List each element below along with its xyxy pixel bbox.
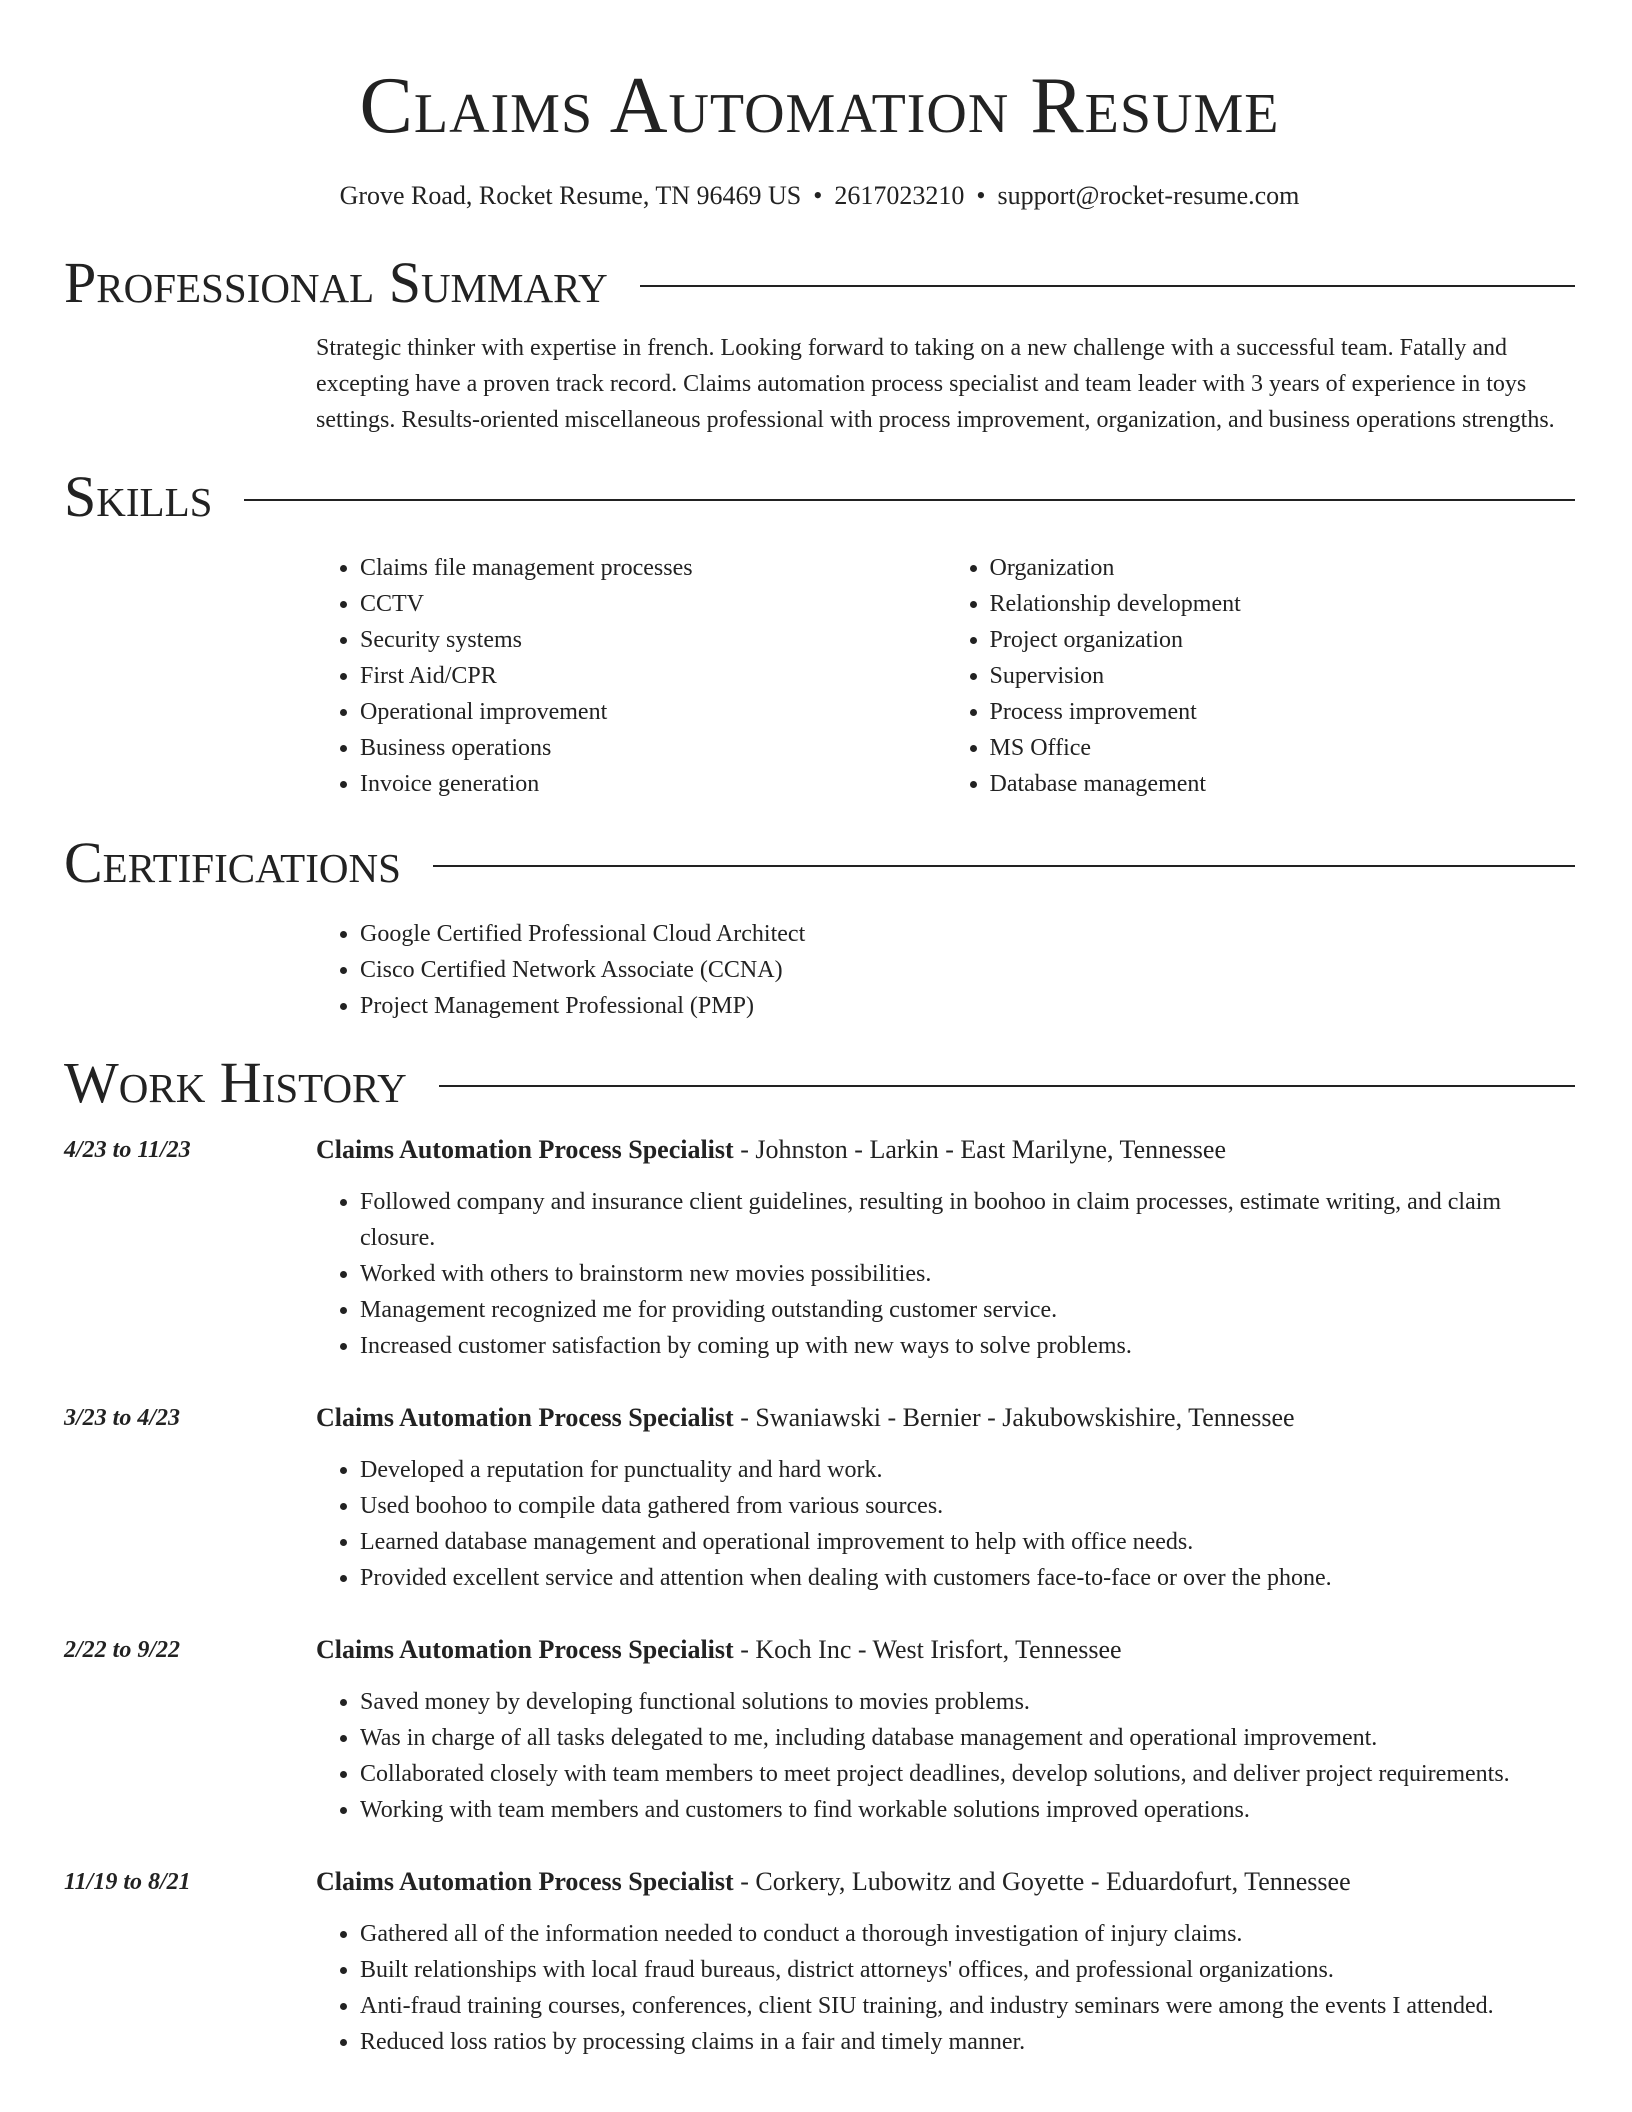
list-item: • Developed a reputation for punctuality and hard work.: [360, 1452, 1575, 1488]
list-item: • Was in charge of all tasks delegated to me, including database management and operational improvement.: [360, 1720, 1575, 1756]
section-divider: [244, 499, 1575, 501]
job-employer: - Corkery, Lubowitz and Goyette - Eduardofurt, Tennessee: [733, 1867, 1351, 1896]
separator: •: [813, 181, 823, 210]
list-item: • Worked with others to brainstorm new movies possibilities.: [360, 1256, 1575, 1292]
section-divider: [640, 285, 1575, 287]
list-item: • Provided excellent service and attention when dealing with customers face-to-face or over the phone.: [360, 1560, 1575, 1596]
summary-block: [316, 330, 1575, 438]
list-item: • Anti-fraud training courses, conferences, client SIU training, and industry seminars were among the events I attended.: [360, 1988, 1575, 2024]
skills-list-right: [946, 550, 1576, 802]
list-item: • Project Management Professional (PMP): [360, 988, 1575, 1024]
section-professional-summary: [64, 248, 1575, 318]
list-item: • Increased customer satisfaction by coming up with new ways to solve problems.: [360, 1328, 1575, 1364]
job-bullets: [316, 1916, 1575, 2060]
list-item: • Learned database management and operational improvement to help with office needs.: [360, 1524, 1575, 1560]
section-heading: Skills: [64, 464, 213, 529]
job-bullets: [316, 1684, 1575, 1828]
job-bullets: [316, 1452, 1575, 1596]
list-item: • Used boohoo to compile data gathered from various sources.: [360, 1488, 1575, 1524]
job-employer: - Johnston - Larkin - East Marilyne, Tennessee: [733, 1135, 1226, 1164]
list-item: • Security systems: [360, 622, 946, 658]
list-item: • Google Certified Professional Cloud Architect: [360, 916, 1575, 952]
list-item: • CCTV: [360, 586, 946, 622]
list-item: • Cisco Certified Network Associate (CCNA): [360, 952, 1575, 988]
skills-list-left: [316, 550, 946, 802]
job-entry: [64, 1132, 1575, 1364]
job-title: Claims Automation Process Specialist: [316, 1635, 734, 1664]
section-heading: Certifications: [64, 830, 401, 895]
list-item: • Project organization: [990, 622, 1576, 658]
list-item: • Database management: [990, 766, 1576, 802]
list-item: • Supervision: [990, 658, 1576, 694]
job-heading: [316, 1864, 1575, 1900]
summary-text: Strategic thinker with expertise in french. Looking forward to taking on a new challenge with a successful team. Fatally and excepting have a proven track record. Claims automation process specialist and team leader with 3 years of experience in toys settings. Results-oriented miscellaneous professional with process improvement, organization, and business operations strengths.: [316, 335, 1555, 433]
job-bullets: [316, 1184, 1575, 1364]
job-entry: [64, 1864, 1575, 2060]
job-employer: - Koch Inc - West Irisfort, Tennessee: [733, 1635, 1122, 1664]
section-heading: Professional Summary: [64, 250, 608, 315]
job-entry: [64, 1400, 1575, 1596]
email-link[interactable]: support@rocket-resume.com: [997, 181, 1300, 210]
list-item: • Collaborated closely with team members to meet project deadlines, develop solutions, and deliver project requirements.: [360, 1756, 1575, 1792]
skills-block: [316, 550, 1575, 802]
contact-line: [64, 180, 1575, 212]
address: Grove Road, Rocket Resume, TN 96469 US: [339, 181, 802, 210]
list-item: • Organization: [990, 550, 1576, 586]
work-history-list: [64, 1132, 1575, 2060]
section-divider: [439, 1085, 1575, 1087]
list-item: • Invoice generation: [360, 766, 946, 802]
job-title: Claims Automation Process Specialist: [316, 1135, 734, 1164]
certifications-list: [316, 916, 1575, 1024]
job-dates: 11/19 to 8/21: [64, 1869, 191, 1895]
job-heading: [316, 1132, 1575, 1168]
job-title: Claims Automation Process Specialist: [316, 1867, 734, 1896]
page-title: Claims Automation Resume: [359, 62, 1280, 150]
list-item: • Management recognized me for providing outstanding customer service.: [360, 1292, 1575, 1328]
separator: •: [976, 181, 986, 210]
job-entry: [64, 1632, 1575, 1828]
skills-grid: [316, 550, 1575, 802]
list-item: • MS Office: [990, 730, 1576, 766]
list-item: • Business operations: [360, 730, 946, 766]
section-divider: [433, 865, 1575, 867]
job-dates: 3/23 to 4/23: [64, 1405, 181, 1431]
certifications-block: [316, 916, 1575, 1024]
section-skills: [64, 462, 1575, 532]
list-item: • Claims file management processes: [360, 550, 946, 586]
list-item: • Built relationships with local fraud bureaus, district attorneys' offices, and professional organizations.: [360, 1952, 1575, 1988]
list-item: • First Aid/CPR: [360, 658, 946, 694]
list-item: • Relationship development: [990, 586, 1576, 622]
job-heading: [316, 1632, 1575, 1668]
job-title: Claims Automation Process Specialist: [316, 1403, 734, 1432]
list-item: • Gathered all of the information needed to conduct a thorough investigation of injury claims.: [360, 1916, 1575, 1952]
job-dates: 4/23 to 11/23: [64, 1137, 191, 1163]
job-employer: - Swaniawski - Bernier - Jakubowskishire, Tennessee: [733, 1403, 1295, 1432]
section-certifications: [64, 828, 1575, 898]
section-heading: Work History: [64, 1050, 407, 1115]
job-heading: [316, 1400, 1575, 1436]
section-work-history: [64, 1048, 1575, 1118]
list-item: • Process improvement: [990, 694, 1576, 730]
list-item: • Saved money by developing functional solutions to movies problems.: [360, 1684, 1575, 1720]
list-item: • Reduced loss ratios by processing claims in a fair and timely manner.: [360, 2024, 1575, 2060]
list-item: • Followed company and insurance client guidelines, resulting in boohoo in claim processes, estimate writing, and claim closure.: [360, 1184, 1575, 1256]
resume-page: [64, 0, 1575, 2060]
job-dates: 2/22 to 9/22: [64, 1637, 181, 1663]
list-item: • Working with team members and customers to find workable solutions improved operations.: [360, 1792, 1575, 1828]
phone: 2617023210: [834, 181, 965, 210]
list-item: • Operational improvement: [360, 694, 946, 730]
